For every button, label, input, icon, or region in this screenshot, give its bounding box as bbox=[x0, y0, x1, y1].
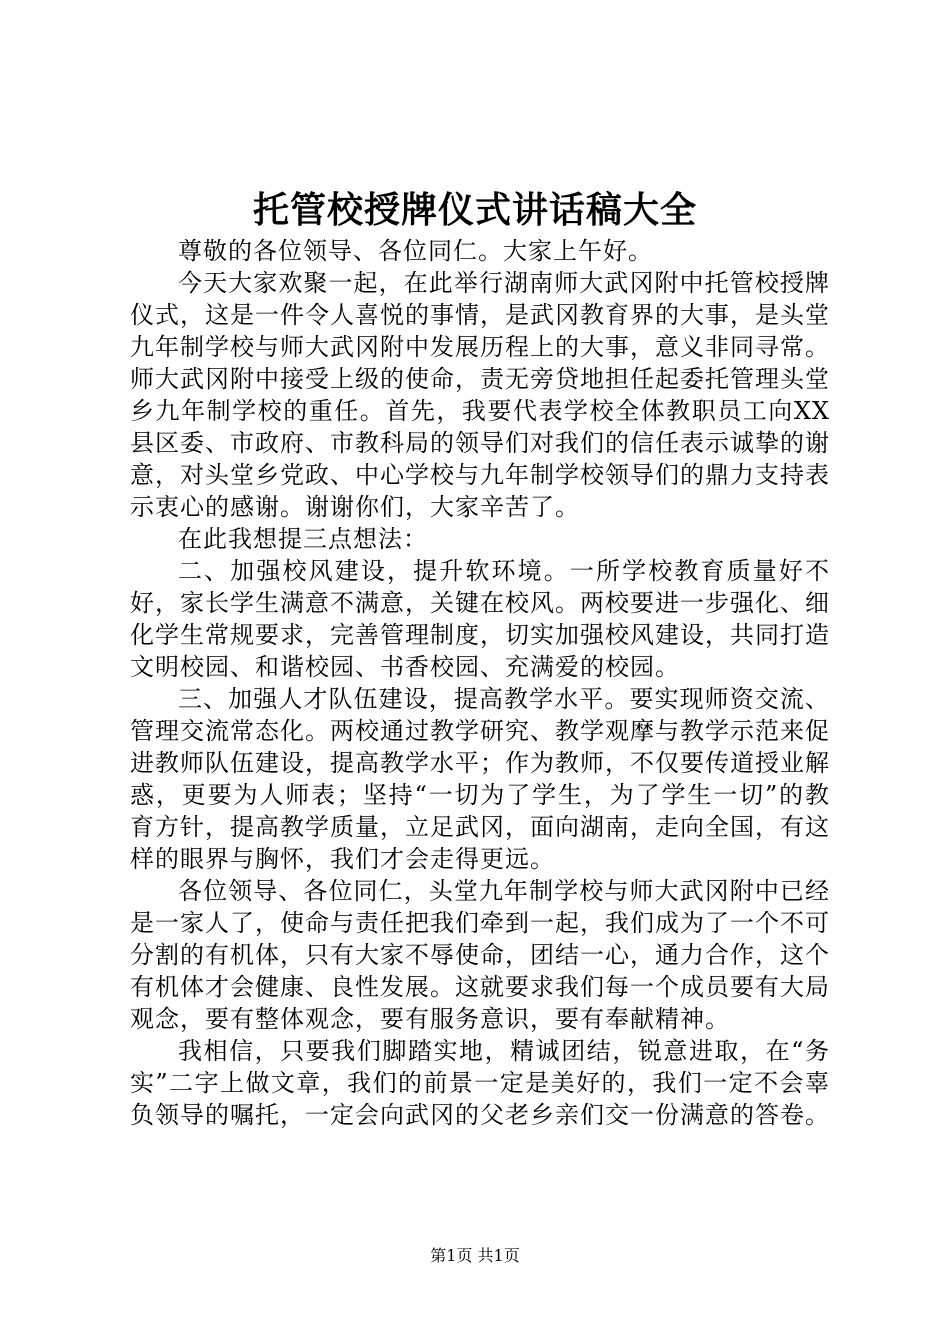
document-body bbox=[130, 235, 830, 1131]
paragraph-intro-points: 在此我想提三点想法： bbox=[178, 525, 428, 553]
paragraph-point-three: 三、加强人才队伍建设，提高教学水平。要实现师资交流、管理交流常态化。两校通过教学研究、教学观摩与教学示范来促进教师队伍建设，提高教学水平；作为教师，不仅要传道授业解惑，更要为人师表；坚持“一切为了学生，为了学生一切”的教育方针，提高教学质量，立足武冈，面向湖南，走向全国，有这样的眼界与胸怀，我们才会走得更远。 bbox=[130, 685, 830, 873]
page-number-footer: 第1页 共1页 bbox=[430, 1246, 520, 1265]
paragraph-greeting: 尊敬的各位领导、各位同仁。大家上午好。 bbox=[178, 237, 653, 265]
paragraph-opening: 今天大家欢聚一起，在此举行湖南师大武冈附中托管校授牌仪式，这是一件令人喜悦的事情，是武冈教育界的大事，是头堂九年制学校与师大武冈附中发展历程上的大事，意义非同寻常。师大武冈附中接受上级的使命，责无旁贷地担任起委托管理头堂乡九年制学校的重任。首先，我要代表学校全体教职员工向XX县区委、市政府、市教科局的领导们对我们的信任表示诚挚的谢意，对头堂乡党政、中心学校与九年制学校领导们的鼎力支持表示衷心的感谢。谢谢你们，大家辛苦了。 bbox=[130, 269, 830, 521]
paragraph-point-two: 二、加强校风建设，提升软环境。一所学校教育质量好不好，家长学生满意不满意，关键在校风。两校要进一步强化、细化学生常规要求，完善管理制度，切实加强校风建设，共同打造文明校园、和谐校园、书香校园、充满爱的校园。 bbox=[130, 557, 830, 681]
paragraph-closing: 我相信，只要我们脚踏实地，精诚团结，锐意进取，在“务实”二字上做文章，我们的前景一定是美好的，我们一定不会辜负领导的嘱托，一定会向武冈的父老乡亲们交一份满意的答卷。 bbox=[130, 1037, 830, 1129]
paragraph-unity: 各位领导、各位同仁，头堂九年制学校与师大武冈附中已经是一家人了，使命与责任把我们牵到一起，我们成为了一个不可分割的有机体，只有大家不辱使命，团结一心，通力合作，这个有机体才会健康、良性发展。这就要求我们每一个成员要有大局观念，要有整体观念，要有服务意识，要有奉献精神。 bbox=[130, 877, 830, 1033]
document-title: 托管校授牌仪式讲话稿大全 bbox=[252, 189, 697, 231]
